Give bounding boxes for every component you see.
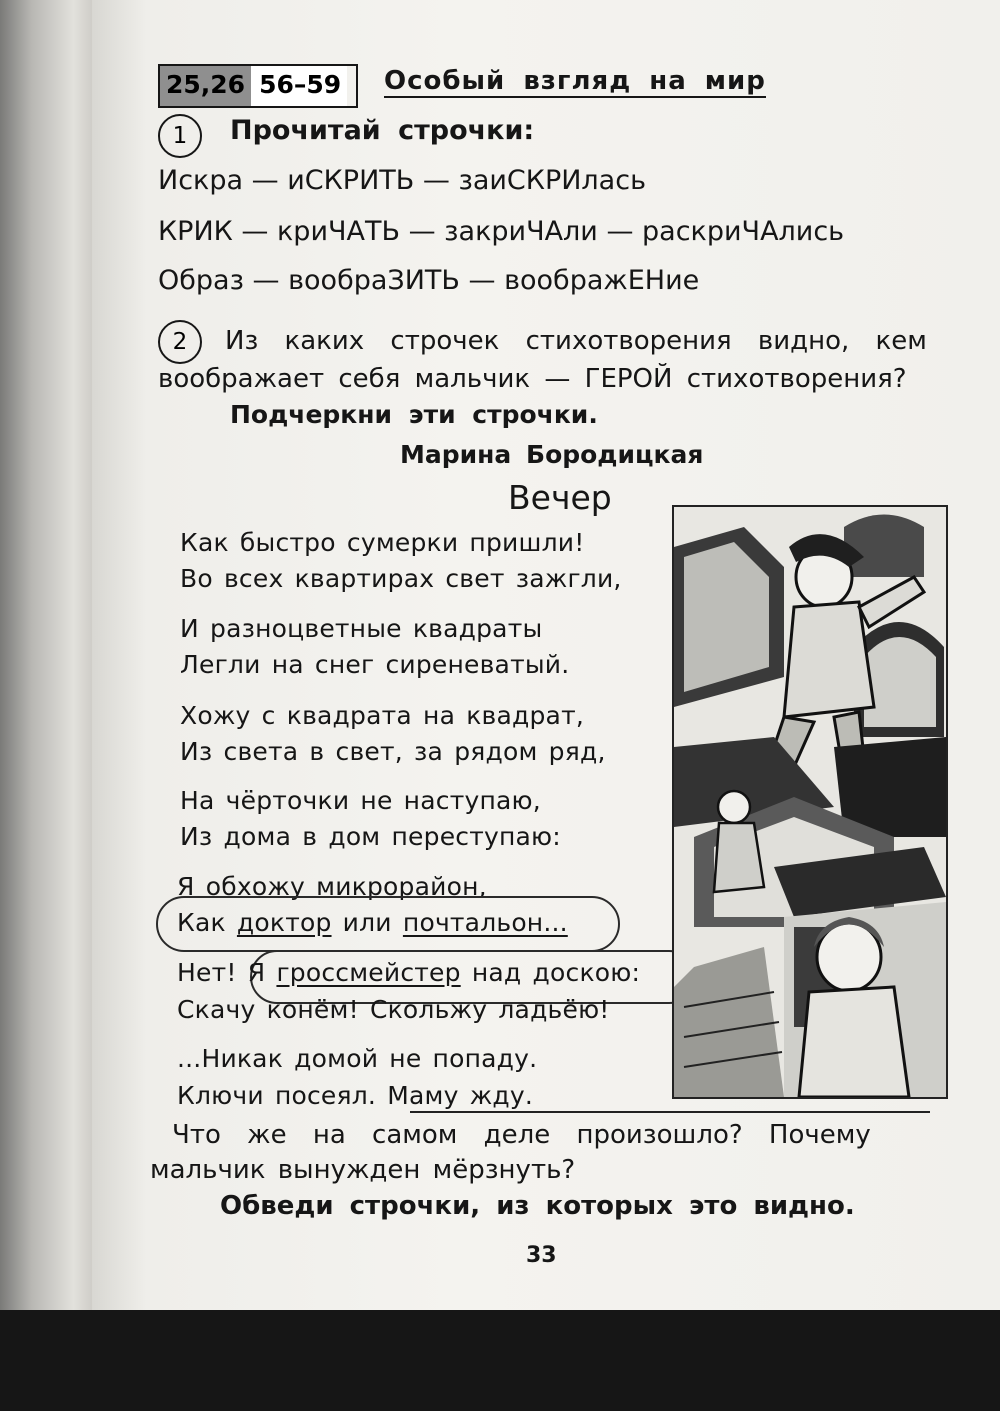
task-2-question-line-1: Из каких строчек стихотворения видно, кем <box>225 326 927 356</box>
page-range: 56–59 <box>251 66 347 106</box>
scan-background <box>0 1310 1000 1411</box>
poem-line: Хожу с квадрата на квадрат, <box>180 701 584 730</box>
task-2-question-line-2: воображает себя мальчик — ГЕРОЙ стихотворения? <box>158 364 907 394</box>
task-3-question-line-2: мальчик вынужден мёрзнуть? <box>150 1155 576 1185</box>
poem-line: Из света в свет, за рядом ряд, <box>180 737 606 766</box>
poem-line: Легли на снег сиреневатый. <box>180 650 570 679</box>
poem-line-doctor: Как доктор или почтальон... <box>177 908 568 937</box>
poem-line: И разноцветные квадраты <box>180 614 543 643</box>
illustration-drawing <box>674 507 946 1097</box>
poem-line: На чёрточки не наступаю, <box>180 786 541 815</box>
poem-line: ...Никак домой не попаду. <box>177 1044 538 1073</box>
poem-line: Ключи посеял. Маму жду. <box>177 1081 534 1110</box>
lesson-badge <box>158 64 358 108</box>
book-spine <box>0 0 92 1310</box>
poem-author: Марина Бородицкая <box>400 440 704 469</box>
lesson-numbers: 25,26 <box>160 66 251 106</box>
word-row-3: Образ — вообраЗИТЬ — воображЕНие <box>158 265 700 296</box>
poem-line: Я обхожу микрорайон, <box>177 872 487 901</box>
section-title: Особый взгляд на мир <box>384 66 766 96</box>
poem-line: Из дома в дом переступаю: <box>180 822 561 851</box>
word-row-1: Искра — иСКРИТЬ — заиСКРИлась <box>158 165 646 196</box>
poem-line: Во всех квартирах свет зажгли, <box>180 564 622 593</box>
poem-line: Как быстро сумерки пришли! <box>180 528 585 557</box>
poem-title: Вечер <box>508 478 612 517</box>
poem-line: Скачу конём! Скольжу ладьёю! <box>177 995 610 1024</box>
task-3-question-line-1: Что же на самом деле произошло? Почему <box>172 1120 871 1150</box>
task-3-instruction: Обведи строчки, из которых это видно. <box>220 1191 855 1221</box>
word-row-2: КРИК — криЧАТЬ — закриЧАли — раскриЧАлись <box>158 216 845 247</box>
task-1-instruction: Прочитай строчки: <box>230 115 535 146</box>
task-2-instruction: Подчеркни эти строчки. <box>230 400 598 429</box>
task-1-number: 1 <box>158 114 202 158</box>
poem-line-grandmaster: Нет! Я гроссмейстер над доскою: <box>177 958 641 987</box>
underline-mark <box>410 1111 930 1113</box>
poem-illustration <box>672 505 948 1099</box>
page-number: 33 <box>526 1243 557 1268</box>
task-2-number: 2 <box>158 320 202 364</box>
